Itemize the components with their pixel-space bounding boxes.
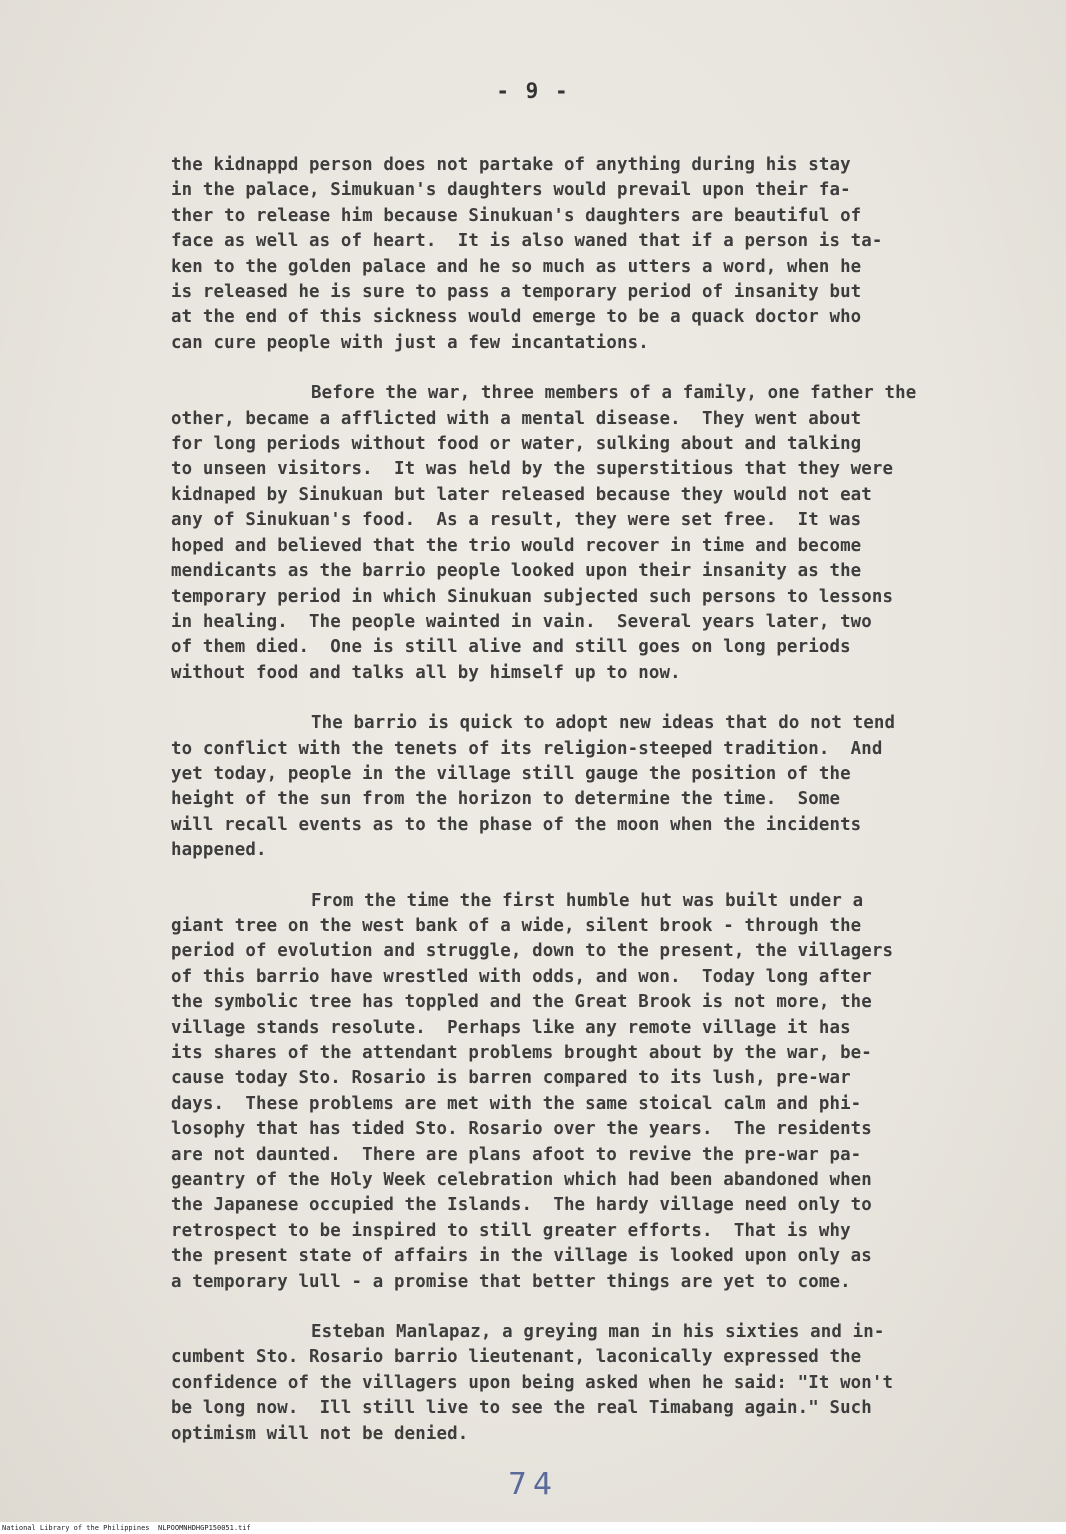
- text-line: cumbent Sto. Rosario barrio lieutenant, laconically expressed the: [171, 1347, 862, 1368]
- text-line: ther to release him because Sinukuan's daughters are beautiful of: [171, 205, 862, 226]
- text-line: mendicants as the barrio people looked upon their insanity as the: [171, 561, 862, 582]
- text-line: face as well as of heart. It is also waned that if a person is ta-: [171, 231, 883, 252]
- text-line: hoped and believed that the trio would recover in time and become: [171, 535, 862, 556]
- text-line: days. These problems are met with the same stoical calm and phi-: [171, 1093, 862, 1114]
- text-line: without food and talks all by himself up to now.: [171, 662, 681, 683]
- text-line: in the palace, Simukuan's daughters would prevail upon their fa-: [171, 180, 851, 201]
- text-line: of them died. One is still alive and still goes on long periods: [171, 637, 851, 658]
- text-line: for long periods without food or water, sulking about and talking: [171, 434, 862, 455]
- text-line: to conflict with the tenets of its religion-steeped tradition. And: [171, 738, 883, 759]
- text-line: Esteban Manlapaz, a greying man in his sixties and in-: [311, 1322, 885, 1343]
- text-line: the symbolic tree has toppled and the Great Brook is not more, the: [171, 992, 872, 1013]
- text-line: can cure people with just a few incantations.: [171, 332, 649, 353]
- text-line: optimism will not be denied.: [171, 1423, 469, 1444]
- text-line: cause today Sto. Rosario is barren compared to its lush, pre-war: [171, 1068, 851, 1089]
- page-number: - 9 -: [496, 79, 570, 103]
- text-line: of this barrio have wrestled with odds, and won. Today long after: [171, 966, 872, 987]
- text-line: The barrio is quick to adopt new ideas that do not tend: [311, 713, 896, 734]
- text-line: From the time the first humble hut was built under a: [311, 890, 864, 911]
- body-text: [171, 153, 1026, 1472]
- text-line: any of Sinukuan's food. As a result, they were set free. It was: [171, 510, 862, 531]
- text-line: village stands resolute. Perhaps like any remote village it has: [171, 1017, 851, 1038]
- text-line: period of evolution and struggle, down to the present, the villagers: [171, 941, 894, 962]
- text-line: will recall events as to the phase of the moon when the incidents: [171, 814, 862, 835]
- text-line: retrospect to be inspired to still greater efforts. That is why: [171, 1220, 851, 1241]
- text-line: in healing. The people wainted in vain. Several years later, two: [171, 611, 872, 632]
- text-line: Before the war, three members of a family, one father the: [311, 383, 917, 404]
- text-line: confidence of the villagers upon being asked when he said: "It won't: [171, 1372, 894, 1393]
- text-line: giant tree on the west bank of a wide, silent brook - through the: [171, 915, 862, 936]
- footer-file-id: NLPOOMNHDHGP150051.tif: [158, 1524, 251, 1532]
- text-line: the Japanese occupied the Islands. The hardy village need only to: [171, 1195, 872, 1216]
- text-line: geantry of the Holy Week celebration which had been abandoned when: [171, 1170, 872, 1191]
- text-line: other, became a afflicted with a mental disease. They went about: [171, 408, 862, 429]
- text-line: ken to the golden palace and he so much as utters a word, when he: [171, 256, 862, 277]
- text-line: a temporary lull - a promise that better things are yet to come.: [171, 1271, 851, 1292]
- text-line: is released he is sure to pass a temporary period of insanity but: [171, 282, 862, 303]
- text-line: the present state of affairs in the village is looked upon only as: [171, 1246, 872, 1267]
- text-line: height of the sun from the horizon to determine the time. Some: [171, 789, 841, 810]
- text-line: happened.: [171, 840, 267, 861]
- paragraph: [171, 153, 1026, 356]
- paragraph: [171, 1320, 1026, 1447]
- text-line: at the end of this sickness would emerge to be a quack doctor who: [171, 307, 862, 328]
- paragraph: [171, 711, 1026, 863]
- text-line: its shares of the attendant problems brought about by the war, be-: [171, 1043, 872, 1063]
- footer-institution: National Library of the Philippines: [2, 1524, 150, 1532]
- paragraph: [171, 889, 1026, 1296]
- paragraph: [171, 381, 1026, 686]
- text-line: are not daunted. There are plans afoot to revive the pre-war pa-: [171, 1144, 862, 1165]
- text-line: losophy that has tided Sto. Rosario over the years. The residents: [171, 1119, 872, 1140]
- text-line: be long now. Ill still live to see the real Timabang again." Such: [171, 1398, 872, 1419]
- handwritten-page-annotation: 74: [507, 1467, 559, 1502]
- text-line: to unseen visitors. It was held by the superstitious that they were: [171, 459, 894, 480]
- text-line: yet today, people in the village still gauge the position of the: [171, 763, 851, 784]
- text-line: the kidnappd person does not partake of anything during his stay: [171, 155, 851, 175]
- text-line: kidnaped by Sinukuan but later released because they would not eat: [171, 484, 872, 505]
- text-line: temporary period in which Sinukuan subjected such persons to lessons: [171, 586, 894, 607]
